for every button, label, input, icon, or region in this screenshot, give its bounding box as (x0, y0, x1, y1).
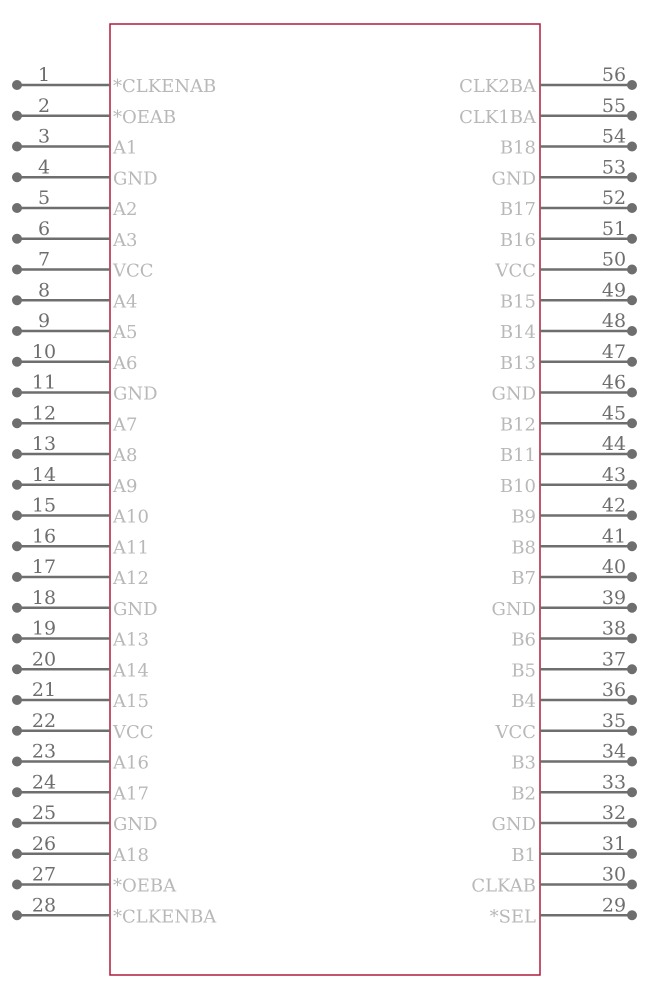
pin-number: 7 (37, 248, 51, 271)
pin-name: CLK1BA (459, 106, 536, 128)
pin-26 (12, 833, 149, 866)
pin-terminal (627, 480, 637, 490)
pin-number: 46 (601, 371, 627, 394)
pin-19 (12, 618, 149, 651)
pin-terminal (12, 80, 22, 90)
pin-name: A11 (113, 537, 149, 559)
pin-46 (491, 372, 637, 405)
pin-number: 45 (601, 402, 627, 425)
pin-name: GND (113, 168, 158, 190)
pin-45 (500, 402, 637, 435)
pin-name: A9 (113, 475, 138, 497)
pin-name: VCC (495, 721, 536, 743)
pin-37 (511, 648, 637, 681)
pin-terminal (627, 664, 637, 674)
pin-55 (459, 95, 637, 128)
pin-29 (490, 894, 637, 927)
pin-terminal (12, 172, 22, 182)
pin-name: B2 (511, 783, 536, 805)
pin-name: B18 (499, 137, 536, 159)
pin-number: 21 (31, 679, 57, 701)
pin-27 (12, 864, 177, 897)
pin-terminal (627, 511, 637, 521)
pin-terminal (12, 757, 22, 767)
pin-terminal (627, 80, 637, 90)
pin-number: 4 (37, 156, 51, 179)
pin-4 (12, 156, 158, 189)
pin-name: A6 (113, 352, 138, 374)
pin-number: 56 (601, 64, 627, 86)
pin-8 (12, 279, 137, 312)
pin-number: 42 (601, 494, 627, 517)
pin-name: *SEL (489, 906, 536, 928)
pin-35 (494, 710, 637, 743)
pin-name: A8 (113, 445, 138, 466)
pin-terminal (12, 111, 22, 121)
pin-number: 31 (601, 832, 627, 855)
pin-name: GND (491, 598, 536, 620)
pin-number: 34 (601, 740, 627, 763)
pin-16 (12, 525, 149, 558)
pin-number: 11 (31, 371, 57, 394)
pin-name: GND (491, 168, 536, 190)
pin-38 (511, 618, 637, 651)
pin-terminal (627, 880, 637, 890)
pin-51 (500, 218, 637, 251)
pin-49 (500, 279, 637, 312)
pin-name: A5 (113, 322, 138, 343)
pin-14 (12, 464, 137, 497)
pin-name: B9 (511, 506, 536, 528)
left-pin-group (12, 64, 217, 927)
pin-5 (12, 187, 137, 220)
pin-32 (491, 802, 637, 835)
pin-number: 52 (601, 187, 627, 209)
pin-terminal (627, 111, 637, 121)
pin-number: 16 (31, 525, 57, 548)
pin-number: 29 (601, 894, 627, 917)
pin-number: 3 (37, 125, 51, 148)
pin-terminal (627, 787, 637, 797)
pin-name: B17 (499, 199, 536, 220)
pin-terminal (627, 910, 637, 920)
pin-number: 32 (601, 802, 627, 824)
pin-number: 51 (601, 217, 627, 240)
pin-terminal (12, 910, 22, 920)
pin-terminal (627, 265, 637, 275)
pin-name: B4 (511, 691, 536, 712)
pin-33 (511, 771, 637, 804)
pin-number: 30 (601, 863, 627, 886)
pin-number: 36 (601, 679, 627, 701)
pin-name: B8 (511, 537, 536, 559)
pin-number: 38 (601, 617, 627, 640)
pin-48 (500, 310, 637, 343)
pin-number: 55 (601, 94, 627, 117)
pin-28 (12, 894, 217, 927)
pin-name: A2 (113, 199, 138, 220)
pin-terminal (12, 203, 22, 213)
pin-7 (12, 249, 154, 282)
pin-36 (511, 679, 637, 712)
pin-terminal (12, 726, 22, 736)
pin-40 (511, 556, 637, 589)
pin-number: 25 (31, 802, 57, 824)
pin-number: 54 (601, 125, 627, 148)
pin-terminal (627, 541, 637, 551)
pin-terminal (627, 757, 637, 767)
pin-terminal (12, 326, 22, 336)
pin-terminal (12, 634, 22, 644)
pin-terminal (12, 480, 22, 490)
pin-name: B5 (511, 660, 536, 682)
pin-39 (491, 587, 637, 620)
pin-name: A14 (113, 660, 149, 682)
pin-terminal (12, 234, 22, 244)
pin-terminal (12, 265, 22, 275)
pin-name: B14 (499, 322, 536, 343)
pin-terminal (12, 418, 22, 428)
pin-terminal (627, 142, 637, 152)
pin-terminal (12, 357, 22, 367)
pin-number: 37 (601, 648, 627, 671)
pin-56 (459, 64, 637, 97)
pin-9 (12, 310, 137, 343)
pin-name: *CLKENBA (113, 906, 217, 928)
pin-name: A1 (113, 137, 138, 159)
pin-number: 2 (37, 94, 51, 117)
pin-6 (12, 218, 137, 251)
pin-name: A15 (113, 691, 149, 712)
pin-number: 12 (31, 402, 57, 425)
pin-number: 39 (601, 586, 627, 609)
pin-name: GND (113, 814, 158, 835)
pin-terminal (12, 142, 22, 152)
pin-terminal (12, 818, 22, 828)
pin-name: B7 (511, 568, 536, 589)
pin-name: VCC (495, 260, 536, 282)
pin-24 (12, 771, 149, 804)
pin-50 (494, 249, 637, 282)
pin-number: 17 (31, 556, 57, 578)
pin-23 (12, 741, 149, 774)
pin-terminal (12, 295, 22, 305)
pin-number: 14 (31, 463, 57, 486)
pin-terminal (12, 388, 22, 398)
pin-terminal (12, 449, 22, 459)
pin-name: B3 (511, 752, 536, 774)
component-body (110, 24, 540, 975)
pin-number: 27 (31, 863, 57, 886)
pin-name: B12 (499, 414, 536, 436)
pin-13 (12, 433, 137, 466)
pin-number: 10 (31, 340, 57, 363)
pin-name: *CLKENAB (113, 76, 217, 97)
pin-terminal (627, 234, 637, 244)
pin-name: A16 (113, 752, 149, 774)
pin-number: 9 (37, 310, 51, 332)
pin-17 (12, 556, 149, 589)
pin-number: 26 (31, 832, 57, 855)
pin-name: GND (113, 383, 158, 405)
pin-53 (491, 156, 637, 189)
pin-terminal (12, 541, 22, 551)
pin-name: A3 (113, 229, 138, 251)
pin-terminal (12, 664, 22, 674)
pin-name: GND (491, 383, 536, 405)
pin-number: 50 (601, 248, 627, 271)
pin-18 (12, 587, 158, 620)
pin-number: 43 (601, 463, 627, 486)
pin-terminal (627, 849, 637, 859)
pin-terminal (12, 572, 22, 582)
pin-name: A7 (113, 414, 138, 436)
pin-number: 6 (37, 217, 51, 240)
pin-number: 23 (31, 740, 57, 763)
pin-name: GND (113, 598, 158, 620)
pin-terminal (12, 511, 22, 521)
pin-52 (500, 187, 637, 220)
pin-number: 1 (37, 64, 51, 86)
pin-terminal (627, 603, 637, 613)
pin-44 (500, 433, 637, 466)
pin-30 (471, 864, 637, 897)
pin-number: 22 (31, 709, 57, 732)
pin-number: 24 (31, 771, 57, 794)
pin-name: A18 (113, 844, 149, 866)
pin-name: B15 (499, 291, 536, 313)
pin-terminal (627, 388, 637, 398)
right-pin-group (459, 64, 637, 927)
pin-22 (12, 710, 154, 743)
pin-number: 18 (31, 586, 57, 609)
pin-number: 13 (31, 433, 57, 455)
pin-terminal (12, 880, 22, 890)
pin-name: VCC (113, 260, 154, 282)
pin-name: GND (491, 814, 536, 835)
pin-name: CLK2BA (459, 76, 536, 97)
pin-11 (12, 372, 158, 405)
pin-number: 33 (601, 771, 627, 794)
pin-number: 49 (601, 279, 627, 302)
pin-number: 8 (37, 279, 51, 302)
pin-terminal (12, 695, 22, 705)
pin-name: B16 (499, 229, 536, 251)
pin-terminal (627, 726, 637, 736)
pin-name: CLKAB (471, 875, 536, 897)
pin-terminal (12, 787, 22, 797)
pin-number: 48 (601, 310, 627, 332)
pin-31 (511, 833, 637, 866)
pin-54 (500, 126, 637, 159)
pin-terminal (627, 357, 637, 367)
pin-terminal (627, 326, 637, 336)
pin-15 (12, 495, 149, 528)
pin-43 (500, 464, 637, 497)
pin-terminal (627, 695, 637, 705)
pin-41 (511, 525, 637, 558)
pin-terminal (627, 818, 637, 828)
pin-12 (12, 402, 137, 435)
pin-name: A12 (113, 568, 149, 589)
pin-1 (12, 64, 216, 97)
pin-number: 44 (601, 433, 627, 455)
pin-name: *OEBA (113, 875, 177, 897)
pin-name: A17 (113, 783, 149, 805)
pin-name: B10 (499, 475, 536, 497)
pin-terminal (627, 572, 637, 582)
pin-42 (511, 495, 637, 528)
pin-number: 28 (31, 894, 57, 917)
pin-name: A10 (113, 506, 149, 528)
pin-terminal (627, 203, 637, 213)
pin-terminal (627, 449, 637, 459)
pin-terminal (12, 849, 22, 859)
pin-terminal (627, 634, 637, 644)
pin-number: 47 (601, 340, 627, 363)
pin-number: 41 (601, 525, 627, 548)
pin-number: 15 (31, 494, 57, 517)
pin-terminal (627, 172, 637, 182)
pin-name: A13 (113, 629, 149, 651)
pin-20 (12, 648, 149, 681)
pin-25 (12, 802, 158, 835)
pin-name: *OEAB (113, 106, 177, 128)
pin-name: B11 (499, 445, 536, 466)
pin-name: B13 (499, 352, 536, 374)
pin-number: 35 (601, 709, 627, 732)
pin-10 (12, 341, 137, 374)
pin-number: 19 (31, 617, 57, 640)
pin-34 (511, 741, 637, 774)
pin-name: A4 (113, 291, 138, 313)
pin-name: B6 (511, 629, 536, 651)
pin-47 (500, 341, 637, 374)
pin-terminal (627, 295, 637, 305)
pin-number: 5 (37, 187, 51, 209)
pin-name: VCC (113, 721, 154, 743)
pin-number: 20 (31, 648, 57, 671)
pin-3 (12, 126, 137, 159)
pin-2 (12, 95, 176, 128)
pin-name: B1 (511, 844, 536, 866)
pin-number: 40 (601, 556, 627, 578)
pin-number: 53 (601, 156, 627, 179)
pin-terminal (627, 418, 637, 428)
pin-21 (12, 679, 149, 712)
pin-terminal (12, 603, 22, 613)
